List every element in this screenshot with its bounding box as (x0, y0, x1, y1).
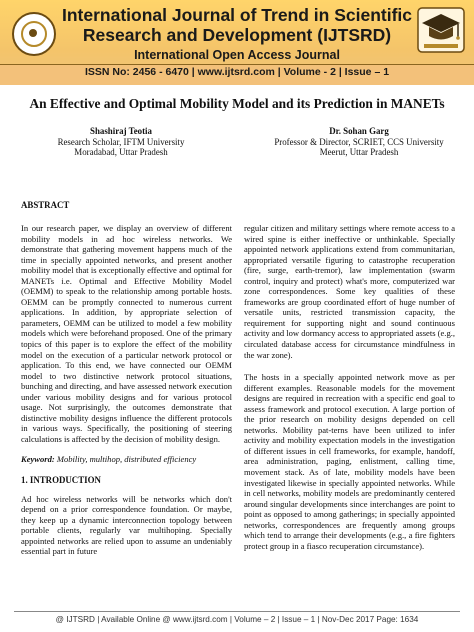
author-block (244, 126, 474, 158)
author-affiliation: Professor & Director, SCRIET, CCS University (274, 136, 444, 147)
issn-line: ISSN No: 2456 - 6470 | www.ijtsrd.com | Volume - 2 | Issue – 1 (84, 66, 390, 78)
footer-rule (14, 611, 460, 612)
author-affiliation: Research Scholar, IFTM University (57, 136, 185, 147)
author-location: Meerut, Uttar Pradesh (319, 147, 399, 158)
keywords-text: Mobility, multihop, distributed efficiency (54, 454, 197, 465)
author-block (6, 126, 236, 158)
intro-text-right-2: The hosts in a specially appointed network move as per different examples. Reasonable models for the movement designs are required in recreation with a specific end goal to assess framework and protocol execution. A large portion of the prior research on mobility designs depended on cell networks. Mobility pat-terns have been utilized to infer activity and mobility expectation models in the investigation of different issues in cell frameworks, for example, handoff, area administration, paging, enlistment, calling time, movement stack. As of late, mobility models have been investigated likewise in specially appointed networks. While in cell networks, mobility models are predominantly centered around singular developments since interchanges are point to point as opposed to among gatherings; in specially appointed networks, correspondences are frequently among groups which tend to arrange their developments (e.g., a fire fighters protect group in a fiasco recuperation circumstance). (244, 372, 455, 551)
ijtsrd-seal-logo-icon (12, 12, 56, 56)
keywords-line (21, 454, 232, 465)
keywords-label: Keyword: (21, 454, 55, 465)
right-column (244, 223, 455, 559)
intro-text-right-1: regular citizen and military settings where remote access to a wired spine is either ineffective or unthinkable. Specially appointed network applications extend from communitarian, appropriated versatile figuring to catastrophe recuperation (fire, surge, earth-tremor), law implementation (swarm control, inquiry and protect) what's more, computerized war zone correspondences. Some key qualities of these frameworks are group coordinated effort of huge number of versatile units, restricted transmission capacity, the requirement for supporting night and sound continuous activity and low dormancy access to appropriated assets (e.g., circulated database access for circumstance mindfulness in the war zone). (244, 223, 455, 360)
journal-subtitle: International Open Access Journal (134, 48, 340, 62)
graduation-cap-logo-icon (416, 6, 466, 54)
author-name: Shashiraj Teotia (90, 126, 152, 136)
journal-title-line1: International Journal of Trend in Scientific (61, 5, 413, 25)
abstract-heading: ABSTRACT (21, 200, 70, 210)
introduction-heading: 1. INTRODUCTION (21, 475, 101, 486)
left-column (21, 223, 232, 565)
author-name: Dr. Sohan Garg (329, 126, 389, 136)
journal-title-line2: Research and Development (IJTSRD) (82, 25, 392, 45)
page-footer: @ IJTSRD | Available Online @ www.ijtsrd.com | Volume – 2 | Issue – 1 | Nov-Dec 2017 Page: 1634 (55, 615, 419, 624)
abstract-text: In our research paper, we display an overview of different mobility models in ad hoc wireless networks. We demonstrate that gathering movement happens much of the time in specially appointed networks, and present another mobility model that is exceptionally effective and optimal for MANETs i.e. Optimal and Effective Mobility Model (OEMM) to speak to the relationship among portable hosts. OEMM can be promptly connected to numerous current applications. In addition, by appropriate selection of parameters, OEMM can be utilized to model a few mobility models which were beforehand proposed. One of the primary topics of this paper is to explore the effect of the mobility model on the execution of a particular network protocol or application. To this end, we have connected our OEMM model to two distinctive network protocol situations, bunching and directing, and have assessed network execution under various mobility designs and for various protocol usage. Not surprisingly, the outcomes demonstrate that distinctive mobility designs influence the different protocols in various ways. Specifically, the positioning of steering calculations is affected by the decision of mobility design. (21, 223, 232, 444)
author-location: Moradabad, Uttar Pradesh (74, 147, 168, 158)
intro-text-left: Ad hoc wireless networks will be networks which don't depend on a prior correspondence foundation. Or maybe, they keep up a dynamic interconnection topology between portable clients, regularly var multihoping. Specially appointed networks are relied upon to assume an undeniably essential part in future (21, 493, 232, 557)
paper-title: An Effective and Optimal Mobility Model and its Prediction in MANETs (29, 96, 445, 111)
